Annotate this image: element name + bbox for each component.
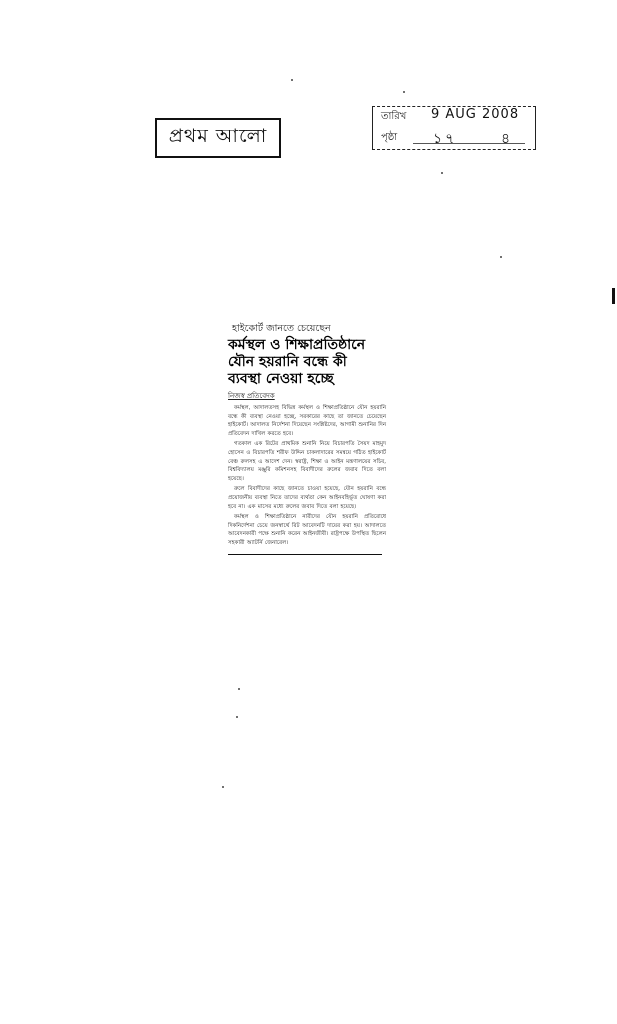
article-paragraph: গতকাল এক রিটের প্রাথমিক শুনানি নিয়ে বিচারপতি সৈয়দ মাহমুদ হোসেন ও বিচারপতি শরীফ উদ্দিন চাকলাদারের সমন্বয়ে গঠিত হাইকোর্ট বেঞ্চ রুলসহ এ আদেশ দেন। স্বরাষ্ট্র, শিক্ষা ও আইন মন্ত্রণালয়ের সচিব, বিশ্ববিদ্যালয় মঞ্জুরি কমিশনসহ বিবাদীদের রুলের জবাব দিতে বলা হয়েছে। <box>228 441 386 482</box>
scan-speck <box>403 91 405 93</box>
stamp-page-label: পৃষ্ঠা <box>381 132 398 143</box>
scan-edge-mark <box>612 288 615 304</box>
article-paragraph: রুলে বিবাদীদের কাছে জানতে চাওয়া হয়েছে, যৌন হয়রানি বন্ধে প্রয়োজনীয় ব্যবস্থা নিতে তাদের ব্যর্থতা কেন আইনবহির্ভূত ঘোষণা করা হবে না। এক মাসের মধ্যে রুলের জবাব দিতে বলা হয়েছে। <box>228 486 386 510</box>
article-paragraph: কর্মস্থল, আদালতসহ বিভিন্ন কর্মস্থল ও শিক্ষাপ্রতিষ্ঠানে যৌন হয়রানি বন্ধে কী ব্যবস্থা নেওয়া হচ্ছে, সরকারের কাছে তা জানতে চেয়েছেন হাইকোর্ট। আদালত নির্দেশনা দিয়েছেন সংশ্লিষ্টদের, আগামী শুনানির দিন প্রতিবেদন দাখিল করতে হবে। <box>228 405 386 437</box>
stamp-page-number: ১৭ <box>433 131 458 147</box>
article-bottom-rule <box>228 554 382 555</box>
newspaper-name-stamp <box>155 118 281 158</box>
headline-line: যৌন হয়রানি বন্ধে কী <box>228 354 347 370</box>
scan-speck <box>222 786 224 788</box>
stamp-date-label: তারিখ <box>381 111 407 122</box>
scan-speck <box>500 256 502 258</box>
article-byline: নিজস্ব প্রতিবেদক <box>228 392 275 400</box>
date-page-stamp <box>372 106 536 150</box>
stamp-date: 9 AUG 2008 <box>431 107 520 122</box>
headline-line: ব্যবস্থা নেওয়া হচ্ছে <box>228 371 334 387</box>
stamp-underline <box>413 143 525 144</box>
article-kicker: হাইকোর্ট জানতে চেয়েছেন <box>232 323 331 334</box>
news-article <box>228 322 386 555</box>
scan-speck <box>236 716 238 718</box>
article-paragraph: কর্মস্থল ও শিক্ষাপ্রতিষ্ঠানে নারীদের যৌন হয়রানি প্রতিরোধে দিকনির্দেশনা চেয়ে জনস্বার্থে রিট আবেদনটি দায়ের করা হয়। আদালতে আবেদনকারী পক্ষে শুনানি করেন আইনজীবী। রাষ্ট্রপক্ষে উপস্থিত ছিলেন সহকারী অ্যাটর্নি জেনারেল। <box>228 514 386 546</box>
stamp-column-number: ৪ <box>501 131 511 147</box>
newspaper-name: প্রথম আলো <box>168 125 268 147</box>
scan-speck <box>441 172 443 174</box>
headline-line: কর্মস্থল ও শিক্ষাপ্রতিষ্ঠানে <box>228 337 366 353</box>
scan-speck <box>291 79 293 81</box>
scan-speck <box>238 688 240 690</box>
